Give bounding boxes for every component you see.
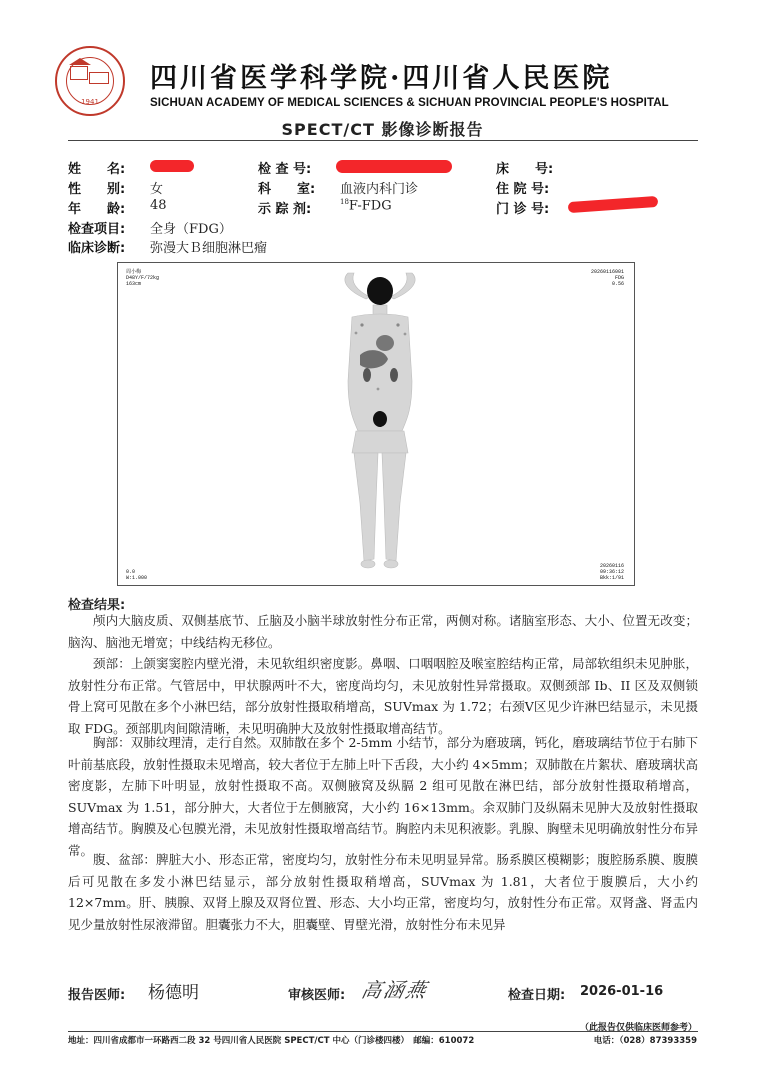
bed-label: 床 号: — [496, 162, 554, 177]
dept-value: 血液内科门诊 — [340, 182, 419, 197]
name-redaction — [150, 160, 194, 172]
name-label: 姓 名: — [68, 162, 126, 177]
footer-phone: 电话：（028）87393359 — [593, 1036, 697, 1046]
results-paragraph-abdomen: 腹、盆部：脾脏大小、形态正常，密度均匀，放射性分布未见明显异常。肠系膜区模糊影；腹腔肠系膜、腹膜后可见散在多发小淋巴结显示，部分放射性摄取稍增高，SUVmax 为 1.81，大者位于腹膜后，大小约 12×7mm。肝、胰腺、双肾上腺及双肾位置、形态、大小均正常，密度均匀，放射性分布正常。双肾盏、肾盂内见少量放射性尿液滞留。胆囊张力不大，胆囊壁、胃壁光滑，放射性分布未见异 — [68, 852, 698, 932]
logo-year: 1941 — [81, 98, 99, 106]
diagnosis-value: 弥漫大Ｂ细胞淋巴瘤 — [150, 241, 268, 256]
pet-mip-panel — [117, 262, 635, 586]
tracer-value: $^{18}$F-FDG — [340, 198, 392, 214]
report-title: SPECT/CT 影像诊断报告 — [281, 120, 484, 139]
heart-uptake — [376, 335, 394, 351]
overlay-top-right: 20260116001 FDG 0.56 — [590, 269, 624, 287]
date-label: 检查日期: — [508, 988, 566, 1003]
gender-value: 女 — [150, 182, 164, 197]
overlay-top-left: 周小梅 D48Y/F/72kg 163cm — [126, 269, 160, 287]
brain-uptake — [367, 277, 393, 305]
results-heading: 检查结果: — [68, 598, 126, 613]
reporter-label: 报告医师: — [68, 988, 126, 1003]
gender-label: 性 别: — [68, 182, 126, 197]
exam-date: 2026-01-16 — [580, 984, 664, 999]
footer-divider — [68, 1031, 698, 1032]
footer-address: 地址：四川省成都市一环路西二段 32 号四川省人民医院 SPECT/CT 中心（门诊楼四楼） 邮编：610072 — [68, 1036, 475, 1046]
bladder-uptake — [373, 411, 387, 427]
exam-item-value: 全身（FDG） — [150, 222, 232, 237]
overlay-bottom-right: 20260116 09:36:12 Bkk:1/91 — [599, 563, 624, 581]
overlay-bottom-left: 0.0 W:1.000 — [126, 569, 148, 581]
hospital-logo — [55, 46, 125, 116]
reviewer-label: 审核医师: — [288, 988, 346, 1003]
reviewer-signature: 高涵燕 — [359, 978, 431, 1002]
inpatient-label: 住 院 号: — [496, 182, 550, 197]
disclaimer: （此报告仅供临床医师参考） — [579, 1023, 697, 1033]
results-paragraph-neck: 颈部：上颌窦窦腔内壁光滑，未见软组织密度影。鼻咽、口咽咽腔及喉室腔结构正常，局部软组织未见肿胀，放射性分布正常。气管居中，甲状腺两叶不大，密度尚均匀，未见放射性异常摄取。双侧颈部 Ib、II 区及双侧锁骨上窝可见散在多个小淋巴结，部分放射性摄取稍增高，SUVmax 为 1.72；右颈Ⅴ区见少许淋巴结显示，未见摄取 FDG。颈部肌肉间隙清晰，未见明确肿大及放射性摄取增高结节。 — [68, 656, 698, 736]
left-kidney-uptake — [363, 368, 371, 382]
diagnosis-label: 临床诊断: — [68, 241, 126, 256]
exam-no-label: 检 查 号: — [258, 162, 312, 177]
results-paragraph-brain: 颅内大脑皮质、双侧基底节、丘脑及小脑半球放射性分布正常，两侧对称。诸脑室形态、大小、位置无改变；脑沟、脑池无增宽；中线结构无移位。 — [68, 613, 698, 650]
header-divider — [68, 140, 698, 141]
outpatient-label: 门 诊 号: — [496, 202, 550, 217]
results-paragraph-chest: 胸部：双肺纹理清，走行自然。双肺散在多个 2-5mm 小结节，部分为磨玻璃，钙化，磨玻璃结节位于右肺下叶前基底段，放射性摄取未见增高，较大者位于左肺上叶下舌段，大小约 4×5mm；双肺散在片絮状、磨玻璃状高密度影，左肺下叶明显，放射性摄取不高。双侧腋窝及纵膈 2 组可见散在淋巴结，部分放射性摄取稍增高，SUVmax 为 1.51，部分肿大，大者位于左侧腋窝，大小约 16×13mm。余双肺门及纵隔未见肿大及放射性摄取增高结节。胸膜及心包膜光滑，未见放射性摄取增高结节。胸腔内未见积液影。乳腺、胸壁未见明确放射性分布异常。 — [68, 735, 698, 858]
outpatient-redaction — [568, 196, 659, 213]
exam-item-label: 检查项目: — [68, 222, 126, 237]
dept-label: 科 室: — [258, 182, 316, 197]
reporter-name: 杨德明 — [148, 983, 199, 1003]
age-value: 48 — [150, 198, 167, 213]
age-label: 年 龄: — [68, 202, 126, 217]
tracer-label: 示 踪 剂: — [258, 202, 312, 217]
exam-no-redaction — [336, 160, 452, 173]
right-kidney-uptake — [390, 368, 398, 382]
hospital-name-cn: 四川省医学科学院·四川省人民医院 — [150, 63, 613, 94]
hospital-name-en: SICHUAN ACADEMY OF MEDICAL SCIENCES & SICHUAN PROVINCIAL PEOPLE'S HOSPITAL — [150, 97, 669, 109]
whole-body-mip-image — [228, 271, 528, 576]
